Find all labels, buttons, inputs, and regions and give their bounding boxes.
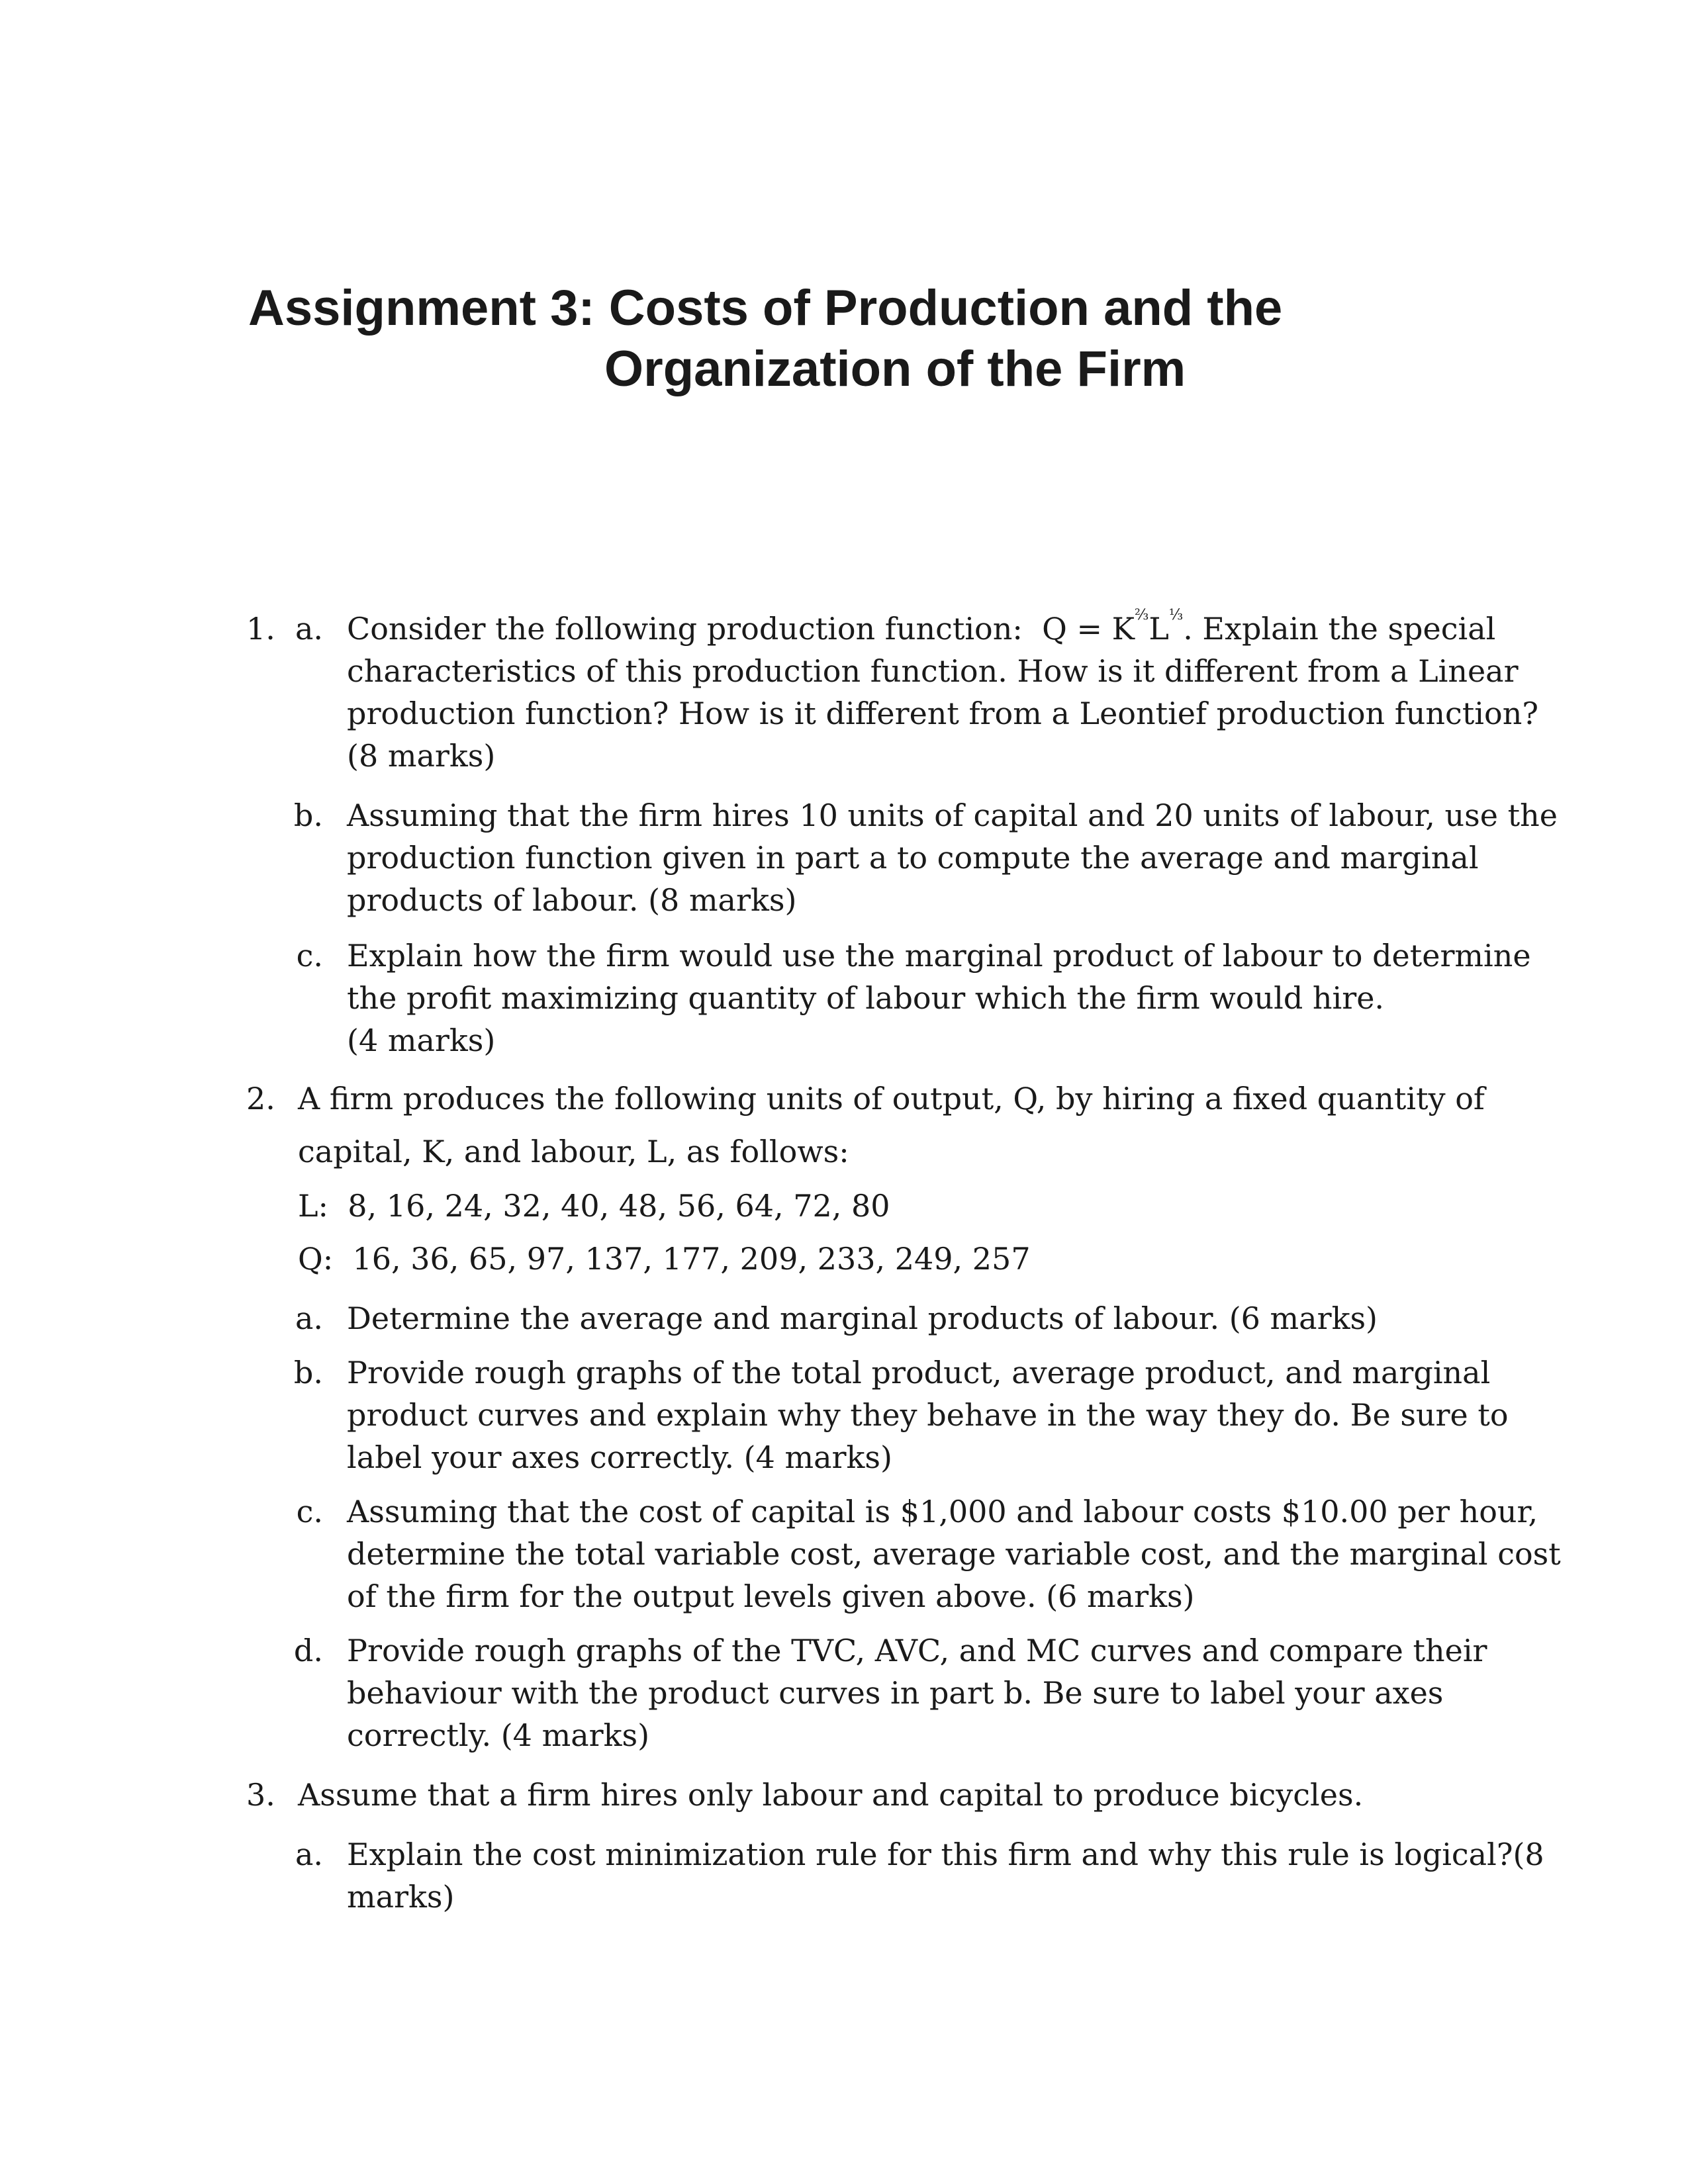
capital-exponent: ⅔ <box>1134 607 1149 623</box>
question-text: of the firm for the output levels given above. (6 marks) <box>347 1578 1195 1614</box>
question-text: Assuming that the cost of capital is $1,000 and labour costs $10.00 per hour, <box>347 1494 1538 1529</box>
question-text: Provide rough graphs of the TVC, AVC, and MC curves and compare their <box>347 1633 1487 1668</box>
production-function-formula: $Q = K^{\frac{2}{3}}L^{\frac{1}{3}}$ <box>1042 607 1184 647</box>
question-text: products of labour. (8 marks) <box>347 882 797 918</box>
question-text: characteristics of this production function. How is it different from a Linear <box>347 653 1519 689</box>
question-text: determine the total variable cost, average variable cost, and the marginal cost <box>347 1536 1561 1572</box>
question-text: A firm produces the following units of output, Q, by hiring a fixed quantity of <box>298 1081 1485 1116</box>
marks-label: (4 marks) <box>347 1023 496 1058</box>
question-text: Assume that a firm hires only labour and capital to produce bicycles. <box>298 1777 1364 1813</box>
sub-letter: a. <box>295 1300 323 1336</box>
marks-label: marks) <box>347 1879 455 1915</box>
question-number: 1. <box>246 611 275 647</box>
question-text: label your axes correctly. (4 marks) <box>347 1439 892 1475</box>
question-text: Determine the average and marginal products of labour. (6 marks) <box>347 1300 1378 1336</box>
question-text: the profit maximizing quantity of labour which the firm would hire. <box>347 980 1385 1016</box>
question-text: Provide rough graphs of the total product, average product, and marginal <box>347 1355 1491 1390</box>
labour-data-row: L: 8, 16, 24, 32, 40, 48, 56, 64, 72, 80 <box>298 1188 890 1224</box>
question-text: Consider the following production function: <box>347 611 1023 647</box>
labour-exponent: ⅓ <box>1168 607 1184 623</box>
page-title <box>248 278 1440 400</box>
sub-letter: d. <box>293 1633 323 1668</box>
question-text: production function? How is it different from a Leontief production function? <box>347 696 1538 731</box>
title-line-1: Assignment 3: Costs of Production and the <box>248 280 1283 336</box>
sub-letter: b. <box>293 1355 323 1390</box>
sub-letter: c. <box>296 938 323 974</box>
question-number: 2. <box>246 1081 275 1116</box>
question-text: production function given in part a to compute the average and marginal <box>347 840 1479 876</box>
question-text: product curves and explain why they behave in the way they do. Be sure to <box>347 1397 1509 1433</box>
marks-label: (8 marks) <box>347 738 496 774</box>
question-text: . Explain the special <box>1183 611 1496 647</box>
question-text: Explain how the firm would use the marginal product of labour to determine <box>347 938 1531 974</box>
question-text: Explain the cost minimization rule for this firm and why this rule is logical?(8 <box>347 1837 1544 1872</box>
output-data-row: Q: 16, 36, 65, 97, 137, 177, 209, 233, 249, 257 <box>298 1241 1031 1277</box>
question-text: Assuming that the firm hires 10 units of capital and 20 units of labour, use the <box>347 797 1558 833</box>
title-line-2: Organization of the Firm <box>604 341 1186 397</box>
question-text: correctly. (4 marks) <box>347 1717 650 1753</box>
question-text: capital, K, and labour, L, as follows: <box>298 1134 849 1169</box>
sub-letter: a. <box>295 611 323 647</box>
sub-letter: b. <box>293 797 323 833</box>
sub-letter: a. <box>295 1837 323 1872</box>
sub-letter: c. <box>296 1494 323 1529</box>
question-1a-line-1 <box>347 608 1495 650</box>
question-number: 3. <box>246 1777 275 1813</box>
question-text: behaviour with the product curves in part b. Be sure to label your axes <box>347 1675 1444 1711</box>
